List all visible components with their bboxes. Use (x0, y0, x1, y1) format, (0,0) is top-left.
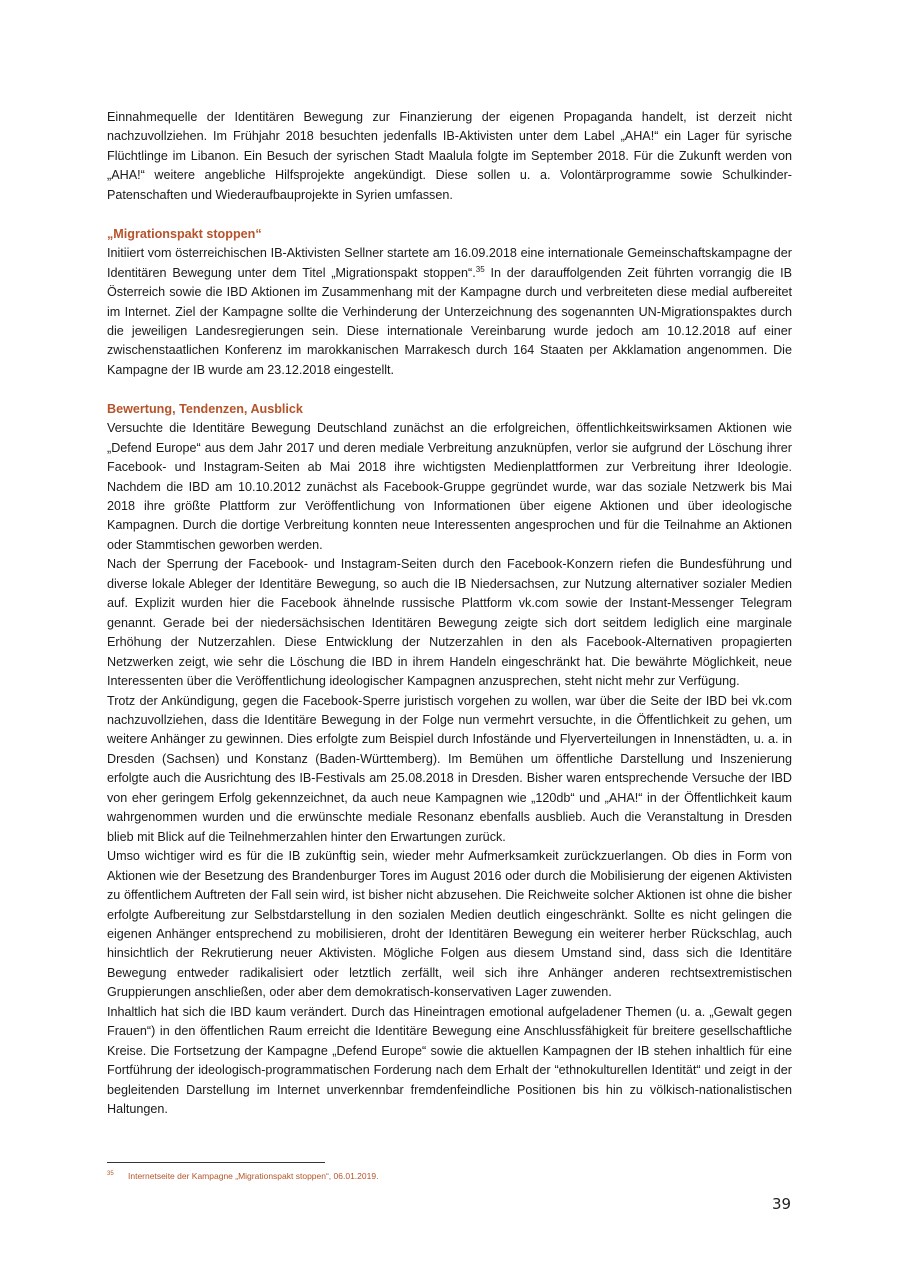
bewertung-paragraph-1: Versuchte die Identitäre Bewegung Deutschland zunächst an die erfolgreichen, öffentlichkeitswirksamen Aktionen wie „Defend Europe“ aus dem Jahr 2017 und deren mediale Verbreitung anzuknüpfen, verlor sie aufgrund der Löschung ihrer Facebook- und Instagram-Seiten ab Mai 2018 ihre wichtigsten Medienplattformen zur Verbreitung ihrer Ideologie. Nachdem die IBD am 10.10.2012 zunächst als Facebook-Gruppe gegründet wurde, war das soziale Netzwerk bis Mai 2018 ihre größte Plattform zur Veröffentlichung von Informationen über eigene Aktionen und über ideologische Kampagnen. Durch die dortige Verbreitung konnten neue Interessenten angesprochen und für die Teilnahme an Aktionen oder Stammtischen geworben werden. (107, 421, 792, 552)
page-number: 39 (772, 1195, 792, 1213)
footnote-reference[interactable]: 35 (475, 264, 485, 274)
bewertung-paragraph-2: Nach der Sperrung der Facebook- und Instagram-Seiten durch den Facebook-Konzern riefen die Bundesführung und diverse lokale Ableger der Identitäre Bewegung, so auch die IB Niedersachsen, zur Nutzung alternativer sozialer Medien auf. Explizit wurden hier die Facebook ähnelnde russische Plattform vk.com sowie der Instant-Messenger Telegram genannt. Gerade bei der niedersächsischen Identitären Bewegung zeigte sich dort seitdem lediglich eine marginale Erhöhung der Nutzerzahlen. Diese Entwicklung der Nutzerzahlen in den als Facebook-Alternativen propagierten Netzwerken zeigt, wie sehr die Löschung die IBD in ihrem Handeln eingeschränkt hat. Die bewährte Möglichkeit, neue Interessenten über die Veröffentlichung ideologischer Kampagnen anzusprechen, steht nicht mehr zur Verfügung. (107, 557, 792, 689)
migrationspakt-text-start: Initiiert vom österreichischen IB-Aktivisten Sellner startete am 16.09.2018 eine internationale Gemeinschaftskampagne der Identitären Bewegung unter dem Titel „Migrationspakt stoppen“. (107, 246, 792, 280)
section-heading-bewertung: Bewertung, Tendenzen, Ausblick (107, 401, 303, 416)
footnote-text: Internetseite der Kampagne „Migrationspakt stoppen“, 06.01.2019. (128, 1171, 379, 1181)
spacer (107, 205, 792, 224)
section-heading-migrationspakt: „Migrationspakt stoppen“ (107, 226, 262, 241)
intro-paragraph: Einnahmequelle der Identitären Bewegung zur Finanzierung der eigenen Propaganda handelt, ist derzeit nicht nachzuvollziehen. Im Frühjahr 2018 besuchten jedenfalls IB-Aktivisten unter dem Label „AHA!“ ein Lager für syrische Flüchtlinge im Libanon. Ein Besuch der syrischen Stadt Maalula folgte im September 2018. Für die Zukunft werden von „AHA!“ weitere angebliche Hilfsprojekte angekündigt. Diese sollen u. a. Volontärprogramme sowie Schulkinder-Patenschaften und Wiederaufbauprojekte in Syrien umfassen. (107, 110, 792, 202)
migrationspakt-paragraph (107, 244, 792, 380)
footnote (107, 1171, 378, 1181)
footnote-number: 35 (107, 1171, 114, 1177)
footnote-divider (107, 1162, 325, 1163)
bewertung-paragraph-3: Trotz der Ankündigung, gegen die Facebook-Sperre juristisch vorgehen zu wollen, war über die Seite der IBD bei vk.com nachzuvollziehen, dass die Identitäre Bewegung in der Folge nun vermehrt versuchte, in die Öffentlichkeit zu gehen, um weitere Anhänger zu gewinnen. Dies erfolgte zum Beispiel durch Infostände und Flyerverteilungen in Innenstädten, u. a. in Dresden (Sachsen) und Konstanz (Baden-Württemberg). Im Bemühen um öffentliche Darstellung und Inszenierung erfolgte auch die Ausrichtung des IB-Festivals am 25.08.2018 in Dresden. Bisher waren entsprechende Versuche der IBD von eher geringem Erfolg gekennzeichnet, da auch neue Kampagnen wie „120db“ und „AHA!“ in der Öffentlichkeit kaum wahrgenommen wurden und die erwünschte mediale Resonanz ebenfalls ausblieb. Auch die Veranstaltung in Dresden blieb mit Blick auf die Teilnehmerzahlen hinter den Erwartungen zurück. (107, 693, 792, 844)
spacer (107, 380, 792, 399)
migrationspakt-text-end: In der darauffolgenden Zeit führten vorrangig die IB Österreich sowie die IBD Aktionen im Zusammenhang mit der Kampagne durch und verbreiteten diese medial aufbereitet im Internet. Ziel der Kampagne sollte die Verhinderung der Unterzeichnung des sogenannten UN-Migrationspaktes durch die jeweiligen Landesregierungen sein. Diese internationale Vereinbarung wurde jedoch am 10.12.2018 auf einer zwischenstaatlichen Konferenz im marokkanischen Marrakesch durch 164 Staaten per Akklamation angenommen. Die Kampagne der IB wurde am 23.12.2018 eingestellt. (107, 265, 792, 377)
page-body (107, 108, 792, 1120)
bewertung-paragraph-5: Inhaltlich hat sich die IBD kaum verändert. Durch das Hineintragen emotional aufgeladener Themen (u. a. „Gewalt gegen Frauen“) in den öffentlichen Raum erreicht die Identitäre Bewegung eine Anschlussfähigkeit für breitere gesellschaftliche Kreise. Die Fortsetzung der Kampagne „Defend Europe“ sowie die aktuellen Kampagnen der IB stehen inhaltlich für eine Fortführung der ideologisch-programmatischen Forderung nach dem Erhalt der “ethnokulturellen Identität“ und zeigt in der begleitenden Darstellung im Internet unverkennbar fremdenfeindliche Positionen bis hin zu völkisch-nationalistischen Haltungen. (107, 1004, 792, 1117)
bewertung-paragraph-4: Umso wichtiger wird es für die IB zukünftig sein, wieder mehr Aufmerksamkeit zurückzuerlangen. Ob dies in Form von Aktionen wie der Besetzung des Brandenburger Tores im August 2016 oder durch die Mobilisierung der eigenen Aktivisten zu öffentlichem Auftreten der Fall sein wird, ist bisher nicht abzusehen. Die Reichweite solcher Aktionen ist ohne die bisher erfolgte Aufbereitung zur Selbstdarstellung in den sozialen Medien deutlich eingeschränkt. Sollte es nicht gelingen die eigenen Anhänger entsprechend zu mobilisieren, droht der Identitären Bewegung ein weiterer herber Rückschlag, auch hinsichtlich der Rekrutierung neuer Aktivisten. Mögliche Folgen aus diesem Umstand sind, dass sich die Identitäre Bewegung entweder radikalisiert oder letztlich zerfällt, weil sich ihre Anhänger anderen rechtsextremistischen Gruppierungen anschließen, oder aber dem demokratisch-konservativen Lager zuwenden. (107, 849, 792, 1000)
